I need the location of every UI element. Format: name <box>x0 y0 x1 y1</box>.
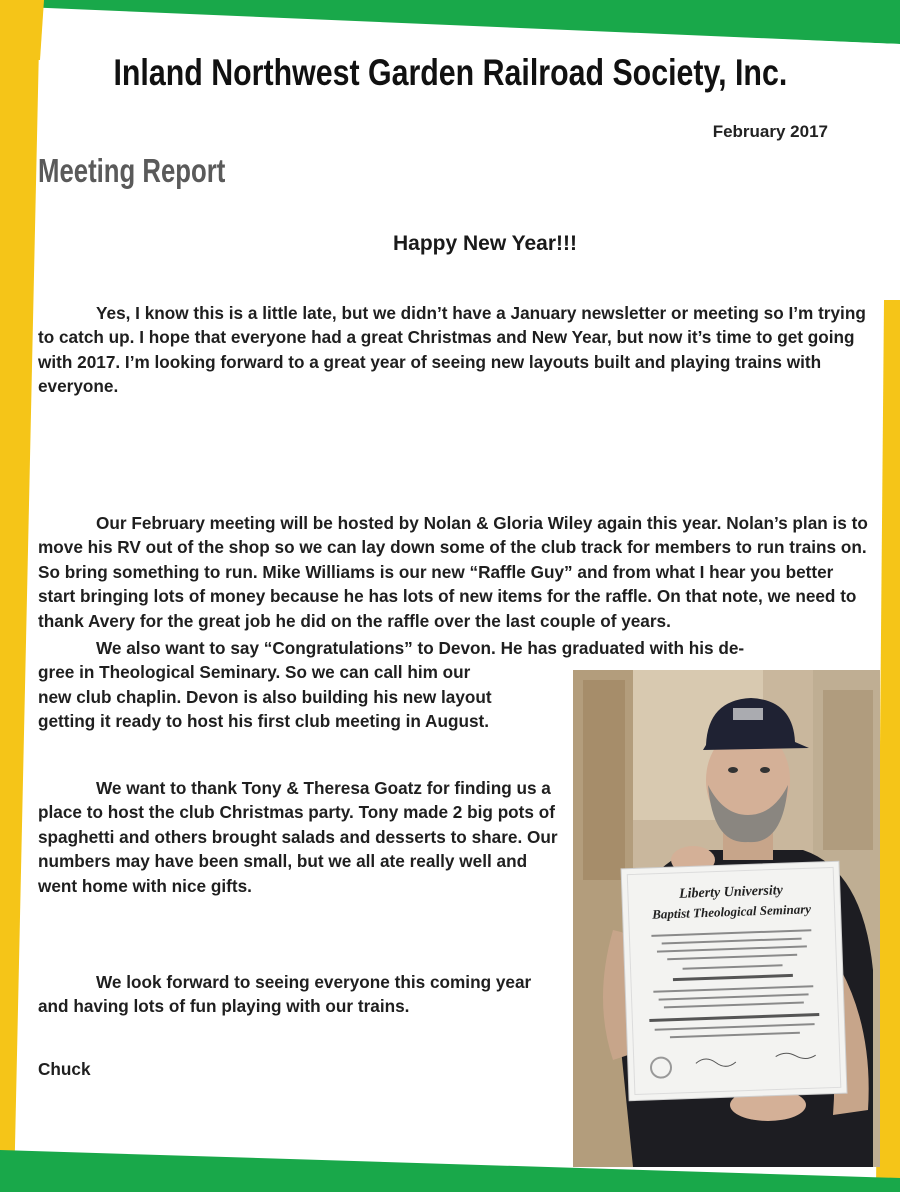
issue-date: February 2017 <box>712 122 828 141</box>
congrats-line-4: getting it ready to host his first club meeting in August. <box>38 711 490 732</box>
photo-illustration <box>573 670 880 1167</box>
paragraph-christmas-party: We want to thank Tony & Theresa Goatz for finding us a place to host the club Christmas party. Tony made 2 big pots of spaghetti and others brought salads and desserts to share. Our numbers may have been small, but we all ate really well and went home with nice gifts. <box>38 778 558 896</box>
top-green-band <box>0 0 900 44</box>
photo-diploma-graduate <box>573 670 880 1167</box>
greeting-heading: Happy New Year!!! <box>392 232 577 255</box>
congrats-line-1: We also want to say “Congratulations” to Devon. He has graduated with his de- <box>96 638 745 658</box>
top-left-yellow-accent <box>0 0 44 60</box>
congrats-line-2: gree in Theological Seminary. So we can call him our <box>38 662 471 683</box>
diploma-title-line-2: Baptist Theological Seminary <box>651 901 812 922</box>
paragraph-intro: Yes, I know this is a little late, but we didn’t have a January newsletter or meeting so I’m trying to catch up. I hope that everyone had a great Christmas and New Year, but now it’s time to get going with 2017. I’m looking forward to a great year of seeing new layouts built and playing trains with everyone. <box>38 303 866 397</box>
paragraph-closing: We look forward to seeing everyone this coming year and having lots of fun playing with our trains. <box>38 972 532 1017</box>
organization-title: Inland Northwest Garden Railroad Society, Inc. <box>113 52 788 93</box>
left-yellow-band <box>0 0 40 1192</box>
paragraph-february-meeting: Our February meeting will be hosted by Nolan & Gloria Wiley again this year. Nolan’s plan is to move his RV out of the shop so we can lay down some of the club track for members to run trains on. So bring something to run. Mike Williams is our new “Raffle Guy” and from what I hear you better start bringing lots of money because he has lots of new items for the raffle. On that note, we need to thank Avery for the great job he did on the raffle over the last couple of years. <box>38 513 868 631</box>
congrats-line-3: new club chaplin. Devon is also building his new layout <box>38 686 492 707</box>
signature: Chuck <box>38 1059 91 1079</box>
section-title: Meeting Report <box>38 152 226 189</box>
diploma-title-line-1: Liberty University <box>678 883 784 902</box>
